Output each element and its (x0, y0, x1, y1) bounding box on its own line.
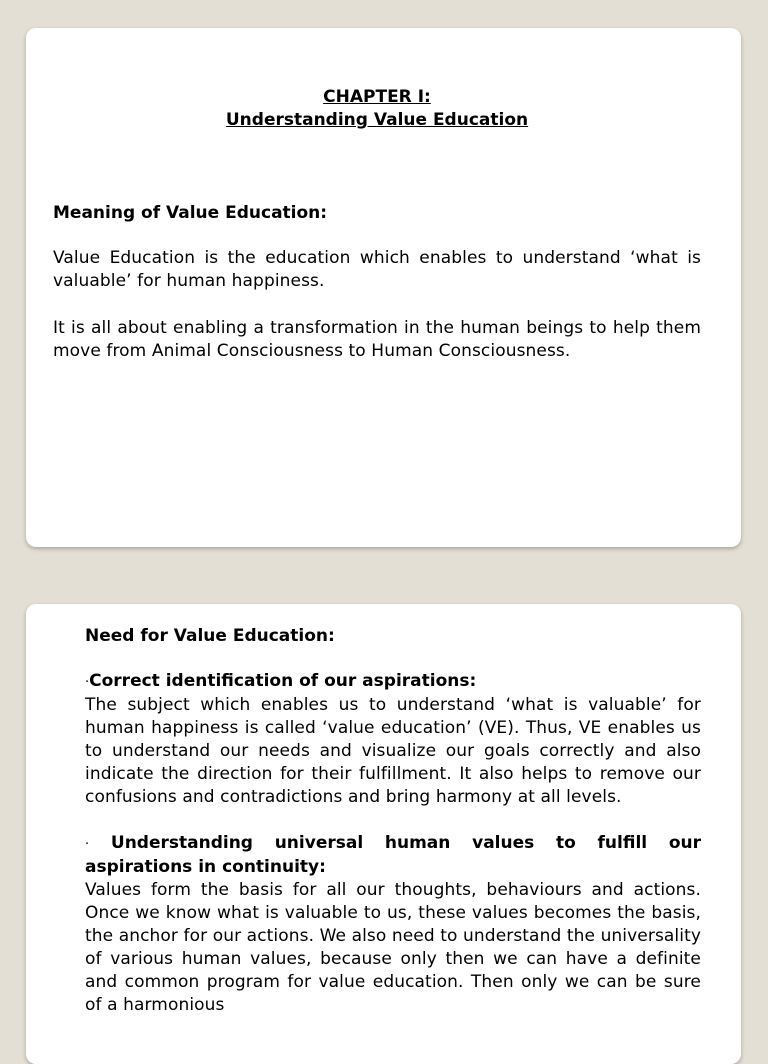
point-2-heading (85, 832, 701, 879)
point-2-text: Values form the basis for all our thoughts, behaviours and actions. Once we know what is valuable to us, these values becomes the basis, the anchor for our actions. We also need to understand the universality of various human values, because only then we can have a definite and common program for value education. Then only we can be sure of a harmonious (85, 880, 701, 1015)
document-page-2 (26, 604, 741, 1064)
chapter-name: Understanding Value Education (225, 110, 529, 130)
bullet-icon: · (85, 675, 90, 690)
meaning-paragraph-2: It is all about enabling a transformation in the human beings to help them move from Animal Consciousness to Human Consciousness. (53, 318, 701, 361)
point-1-heading (85, 670, 701, 694)
document-page-1 (26, 28, 741, 547)
meaning-paragraph-1: Value Education is the education which enables to understand ‘what is valuable’ for human happiness. (53, 248, 701, 291)
meaning-heading: Meaning of Value Education: (53, 203, 328, 223)
need-heading: Need for Value Education: (85, 626, 335, 646)
chapter-title (53, 86, 701, 132)
point-1-title: Correct identification of our aspirations: (89, 671, 477, 691)
point-1-text: The subject which enables us to understand ‘what is valuable’ for human happiness is called ‘value education’ (VE). Thus, VE enables us to understand our needs and visualize our goals correctly and also indicate the direction for their fulfillment. It also helps to remove our confusions and contradictions and bring harmony at all levels. (85, 695, 701, 807)
point-2-title: Understanding universal human values to fulfill our aspirations in continuity: (85, 833, 702, 877)
bullet-icon: · (85, 837, 90, 852)
chapter-number: CHAPTER I: (323, 87, 431, 107)
